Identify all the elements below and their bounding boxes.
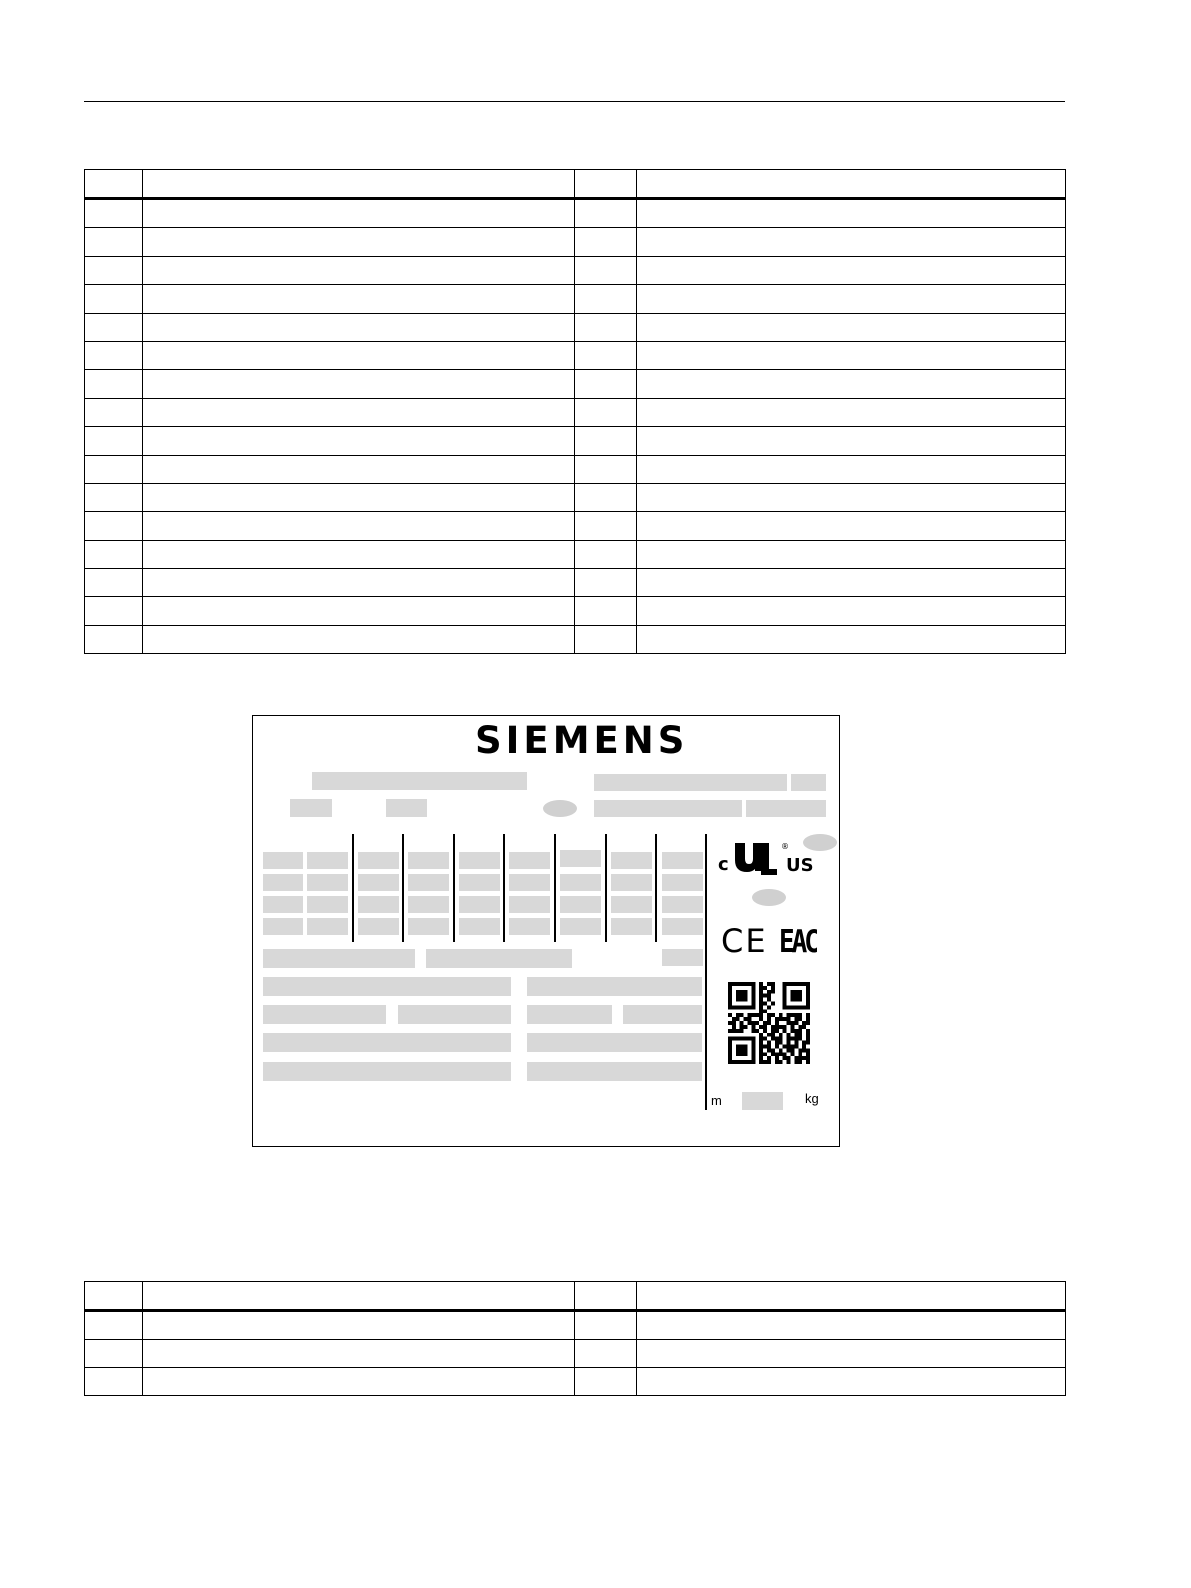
rating-plate bbox=[252, 715, 840, 1147]
column-separator bbox=[402, 834, 404, 942]
rating-value-placeholder bbox=[560, 896, 601, 913]
table-header-row bbox=[85, 1282, 1066, 1311]
rating-value-placeholder bbox=[358, 852, 399, 869]
rating-value-placeholder bbox=[509, 918, 550, 935]
column-separator bbox=[503, 834, 505, 942]
ul-mark-us: US bbox=[786, 855, 814, 875]
rating-value-placeholder bbox=[408, 874, 449, 891]
ce-eac-mark-icon bbox=[721, 921, 817, 957]
field-placeholder bbox=[594, 774, 787, 791]
table-cell bbox=[85, 1311, 143, 1340]
table-cell bbox=[637, 1340, 1066, 1368]
field-placeholder bbox=[398, 1005, 511, 1024]
table-row bbox=[85, 1311, 1066, 1340]
rating-value-placeholder bbox=[662, 874, 703, 891]
header-cell bbox=[637, 1282, 1066, 1311]
rating-value-placeholder bbox=[560, 918, 601, 935]
rating-value-placeholder bbox=[358, 918, 399, 935]
rating-value-placeholder bbox=[459, 896, 500, 913]
table-row bbox=[85, 1368, 1066, 1396]
rating-value-placeholder bbox=[611, 896, 652, 913]
rating-value-placeholder bbox=[662, 852, 703, 869]
ul-logo-shape bbox=[735, 843, 777, 875]
rating-value-placeholder bbox=[611, 874, 652, 891]
field-placeholder bbox=[527, 1062, 702, 1081]
table-cell bbox=[575, 1368, 637, 1396]
cul-us-listed-mark-icon bbox=[717, 837, 817, 875]
rating-value-placeholder bbox=[509, 874, 550, 891]
rating-value-placeholder bbox=[307, 852, 348, 869]
field-placeholder bbox=[426, 949, 572, 968]
column-separator bbox=[352, 834, 354, 942]
rating-value-placeholder bbox=[307, 918, 348, 935]
rating-value-placeholder bbox=[662, 918, 703, 935]
rating-value-placeholder bbox=[662, 896, 703, 913]
table-cell bbox=[143, 1340, 575, 1368]
field-placeholder bbox=[746, 800, 826, 817]
column-separator bbox=[605, 834, 607, 942]
header-cell bbox=[143, 1282, 575, 1311]
rating-value-placeholder bbox=[307, 874, 348, 891]
field-placeholder bbox=[312, 772, 527, 790]
field-oval-placeholder bbox=[752, 889, 786, 906]
rating-value-placeholder bbox=[408, 896, 449, 913]
table-row bbox=[85, 1340, 1066, 1368]
table-cell bbox=[143, 1311, 575, 1340]
table-cell bbox=[85, 1340, 143, 1368]
field-placeholder bbox=[527, 977, 702, 996]
mass-symbol: m bbox=[711, 1093, 722, 1108]
right-panel-separator bbox=[705, 834, 707, 1110]
field-placeholder bbox=[662, 949, 703, 966]
eac-mark: EAC bbox=[779, 922, 817, 957]
rating-value-placeholder bbox=[263, 874, 303, 891]
rating-value-placeholder bbox=[408, 852, 449, 869]
rating-value-placeholder bbox=[509, 896, 550, 913]
rating-value-placeholder bbox=[307, 896, 348, 913]
table-cell bbox=[143, 1368, 575, 1396]
field-placeholder bbox=[386, 799, 427, 817]
table-cell bbox=[637, 1311, 1066, 1340]
legend-table-bottom bbox=[84, 1281, 1066, 1396]
table-cell bbox=[575, 1340, 637, 1368]
column-separator bbox=[453, 834, 455, 942]
rating-value-placeholder bbox=[560, 874, 601, 891]
rating-value-placeholder bbox=[611, 918, 652, 935]
rating-value-placeholder bbox=[560, 850, 601, 867]
field-placeholder bbox=[263, 949, 415, 968]
mass-value-placeholder bbox=[742, 1092, 783, 1110]
mass-unit: kg bbox=[805, 1091, 819, 1106]
field-oval-placeholder bbox=[543, 800, 577, 817]
rating-value-placeholder bbox=[358, 874, 399, 891]
table-cell bbox=[85, 1368, 143, 1396]
rating-value-placeholder bbox=[263, 896, 303, 913]
rating-value-placeholder bbox=[408, 918, 449, 935]
field-placeholder bbox=[263, 977, 511, 996]
header-cell bbox=[85, 1282, 143, 1311]
field-placeholder bbox=[263, 1033, 511, 1052]
field-placeholder bbox=[623, 1005, 702, 1024]
rating-value-placeholder bbox=[263, 918, 303, 935]
field-placeholder bbox=[263, 1005, 386, 1024]
rating-value-placeholder bbox=[459, 874, 500, 891]
ul-mark-c: c bbox=[718, 854, 729, 875]
rating-value-placeholder bbox=[358, 896, 399, 913]
ce-mark: CE bbox=[721, 922, 768, 957]
field-placeholder bbox=[527, 1005, 612, 1024]
column-separator bbox=[554, 834, 556, 942]
field-placeholder bbox=[263, 1062, 511, 1081]
field-placeholder bbox=[791, 774, 826, 791]
field-placeholder bbox=[527, 1033, 702, 1052]
column-separator bbox=[655, 834, 657, 942]
table-cell bbox=[637, 1368, 1066, 1396]
siemens-logo: SIEMENS bbox=[475, 719, 689, 762]
field-placeholder bbox=[290, 799, 332, 817]
table-cell bbox=[575, 1311, 637, 1340]
header-cell bbox=[575, 1282, 637, 1311]
rating-value-placeholder bbox=[459, 918, 500, 935]
field-placeholder bbox=[594, 800, 742, 817]
rating-value-placeholder bbox=[611, 852, 652, 869]
rating-value-placeholder bbox=[263, 852, 303, 869]
rating-value-placeholder bbox=[459, 852, 500, 869]
qr-code-icon bbox=[728, 982, 810, 1064]
ul-mark-registered: ® bbox=[781, 842, 789, 851]
rating-value-placeholder bbox=[509, 852, 550, 869]
